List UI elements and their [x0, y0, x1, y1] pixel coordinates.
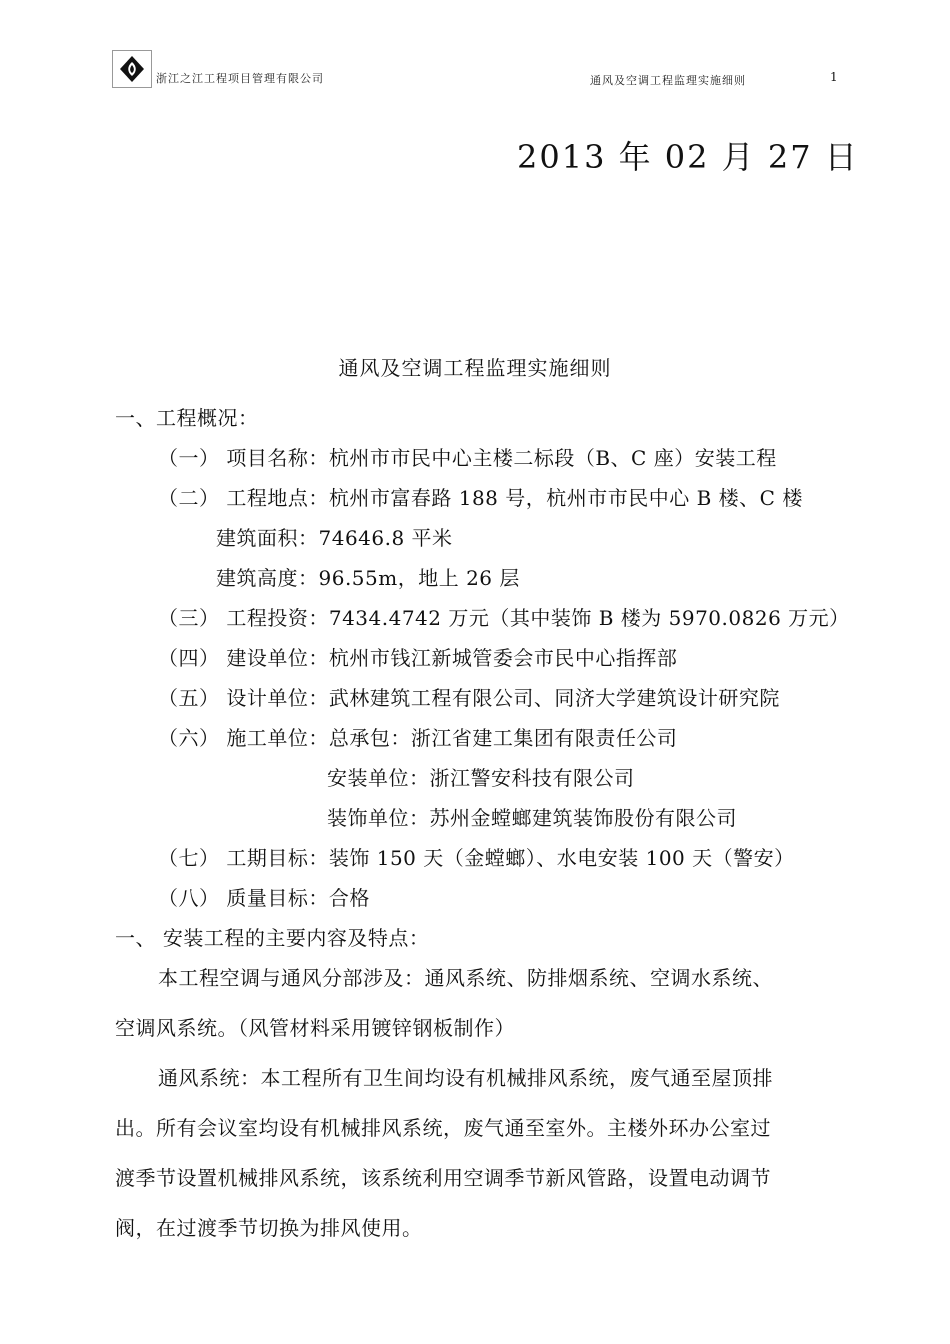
- paragraph-line: 渡季节设置机械排风系统，该系统利用空调季节新风管路，设置电动调节: [115, 1166, 771, 1190]
- item-decorator: 装饰单位：苏州金螳螂建筑装饰股份有限公司: [327, 806, 737, 830]
- document-title: 通风及空调工程监理实施细则: [338, 356, 612, 380]
- document-date: 2013 年 02 月 27 日: [517, 138, 859, 176]
- company-name: 浙江之江工程项目管理有限公司: [156, 72, 324, 85]
- paragraph-line: 通风系统：本工程所有卫生间均设有机械排风系统，废气通至屋顶排: [158, 1066, 773, 1090]
- item-quality: （八） 质量目标：合格: [158, 886, 370, 910]
- item-project-location: （二） 工程地点：杭州市富春路 188 号，杭州市市民中心 B 楼、C 楼: [158, 486, 803, 510]
- item-investment: （三） 工程投资：7434.4742 万元（其中装饰 B 楼为 5970.0826 万元）: [158, 606, 850, 630]
- page-header: [112, 50, 848, 90]
- section-heading-overview: 一、工程概况：: [115, 406, 259, 430]
- logo-icon: [117, 54, 147, 84]
- section-heading-scope: 一、 安装工程的主要内容及特点：: [115, 926, 430, 950]
- item-project-name: （一） 项目名称：杭州市市民中心主楼二标段（B、C 座）安装工程: [158, 446, 777, 470]
- item-installer: 安装单位：浙江警安科技有限公司: [327, 766, 635, 790]
- company-logo: [112, 50, 152, 88]
- item-designer: （五） 设计单位：武林建筑工程有限公司、同济大学建筑设计研究院: [158, 686, 780, 710]
- item-building-area: 建筑面积：74646.8 平米: [216, 526, 453, 550]
- item-owner: （四） 建设单位：杭州市钱江新城管委会市民中心指挥部: [158, 646, 678, 670]
- paragraph-line: 本工程空调与通风分部涉及：通风系统、防排烟系统、空调水系统、: [158, 966, 773, 990]
- paragraph-line: 出。所有会议室均设有机械排风系统，废气通至室外。主楼外环办公室过: [115, 1116, 771, 1140]
- item-building-height: 建筑高度：96.55m，地上 26 层: [216, 566, 520, 590]
- paragraph-line: 阀，在过渡季节切换为排风使用。: [115, 1216, 423, 1240]
- item-schedule: （七） 工期目标：装饰 150 天（金螳螂）、水电安装 100 天（警安）: [158, 846, 795, 870]
- item-contractor: （六） 施工单位：总承包：浙江省建工集团有限责任公司: [158, 726, 678, 750]
- page-number: 1: [830, 70, 838, 84]
- paragraph-line: 空调风系统。（风管材料采用镀锌钢板制作）: [115, 1016, 515, 1040]
- header-doc-title: 通风及空调工程监理实施细则: [590, 74, 746, 87]
